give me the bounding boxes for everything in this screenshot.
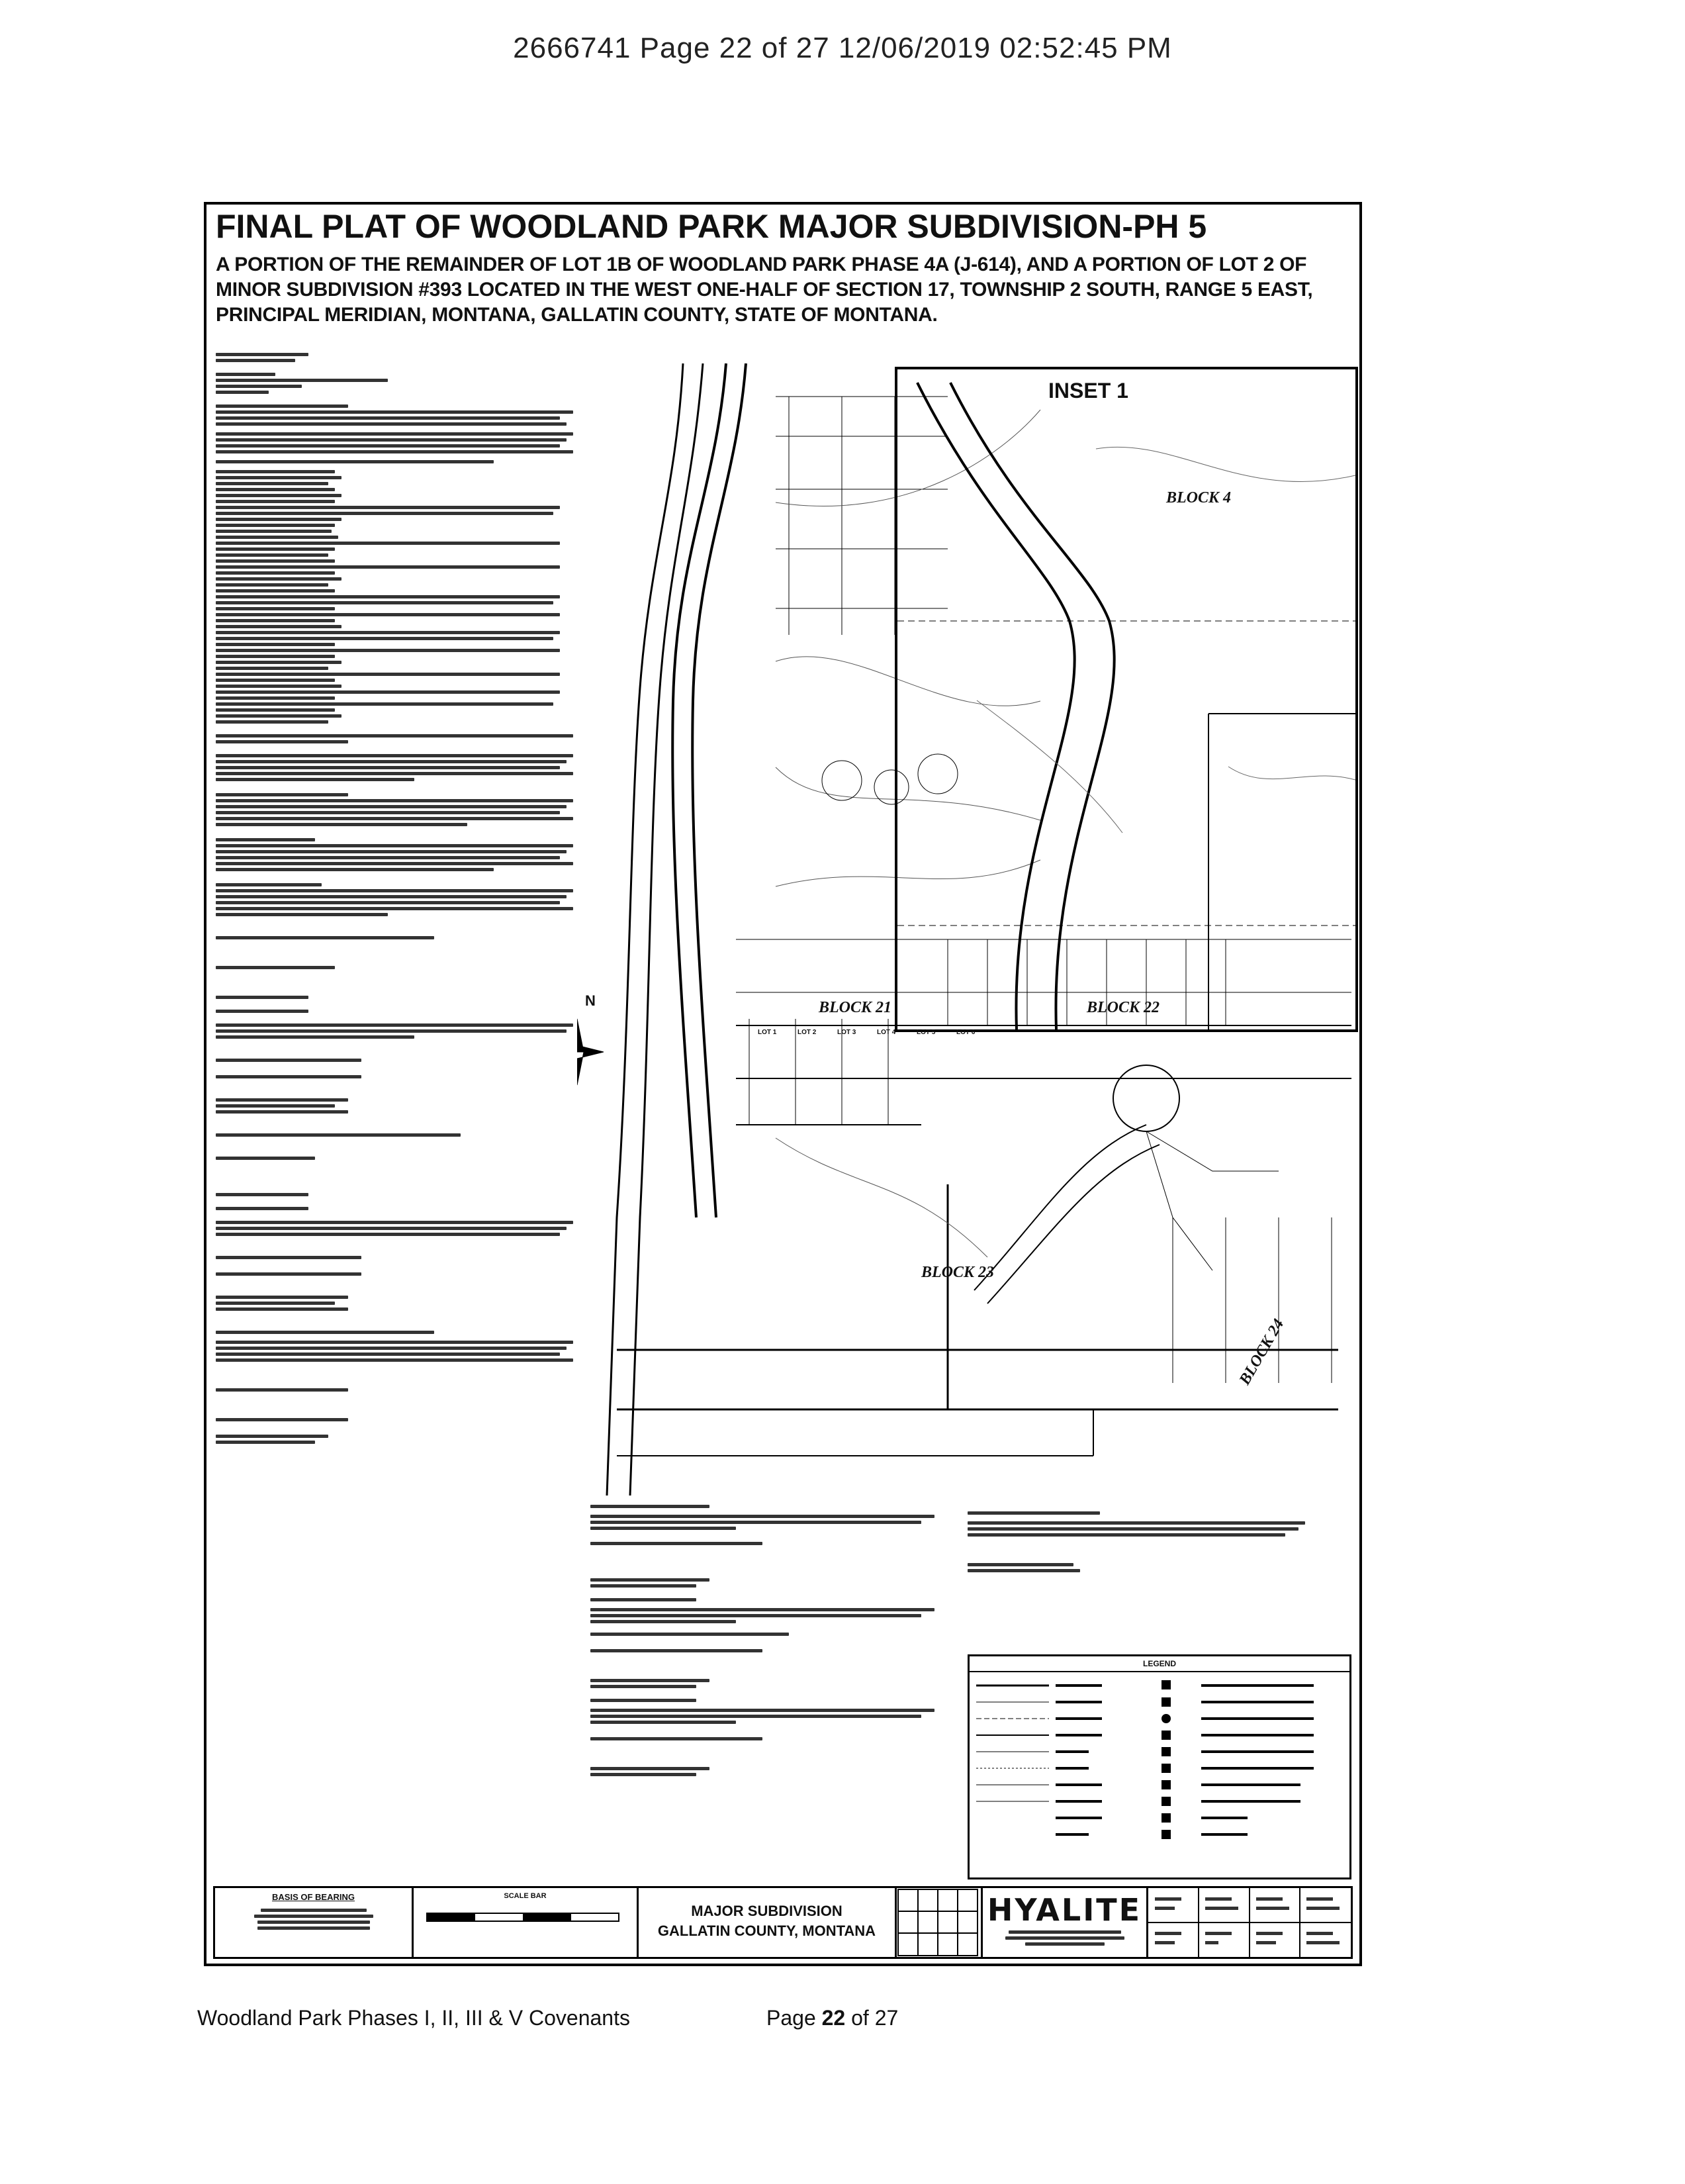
footer-left: Woodland Park Phases I, II, III & V Covenants bbox=[197, 2006, 630, 2030]
firm-cell bbox=[983, 1888, 1148, 1957]
sheet-info-cell bbox=[1148, 1888, 1351, 1957]
legend-title: LEGEND bbox=[970, 1656, 1349, 1672]
lot-2-label: LOT 2 bbox=[797, 1029, 817, 1036]
legend-symbols bbox=[970, 1672, 1349, 1871]
scale-bar-cell bbox=[414, 1888, 639, 1957]
block-21-label: BLOCK 21 bbox=[819, 999, 892, 1016]
sheet-info-grid bbox=[1148, 1888, 1351, 1957]
project-cell bbox=[639, 1888, 897, 1957]
project-line-1: MAJOR SUBDIVISION bbox=[691, 1903, 842, 1919]
block-4-label: BLOCK 4 bbox=[1166, 489, 1232, 506]
inset-1-frame bbox=[895, 367, 1358, 1032]
recording-stamp: 2666741 Page 22 of 27 12/06/2019 02:52:45 PM bbox=[513, 32, 1172, 64]
plat-title: FINAL PLAT OF WOODLAND PARK MAJOR SUBDIVISION-PH 5 bbox=[216, 208, 1207, 245]
footer-page bbox=[766, 2006, 898, 2030]
revision-cell bbox=[897, 1888, 983, 1957]
scale-bar bbox=[414, 1900, 635, 1940]
lot-3-label: LOT 3 bbox=[837, 1029, 856, 1036]
inset-1-label: INSET 1 bbox=[1048, 379, 1128, 403]
basis-of-bearing-label: BASIS OF BEARING bbox=[272, 1892, 355, 1902]
basis-of-bearing-cell bbox=[215, 1888, 414, 1957]
certificates-column bbox=[216, 350, 586, 2071]
legend bbox=[968, 1654, 1351, 1879]
footer-page-number: 22 bbox=[821, 2006, 846, 2030]
lot-1-label: LOT 1 bbox=[758, 1029, 777, 1036]
scale-bar-label: SCALE BAR bbox=[504, 1892, 547, 1900]
block-22-label: BLOCK 22 bbox=[1087, 999, 1160, 1016]
plat-subtitle: A PORTION OF THE REMAINDER OF LOT 1B OF WOODLAND PARK PHASE 4A (J-614), AND A PORTION OF LOT 2 OF MINOR SUBDIVISION #393 LOCATED IN THE WEST ONE-HALF OF SECTION 17, TOWNSHIP 2 SOUTH, RANGE 5 EAST, PRINCIPAL MERIDIAN, MONTANA, GALLATIN COUNTY, STATE OF MONTANA. bbox=[216, 254, 1313, 326]
lot-4-label: LOT 4 bbox=[877, 1029, 896, 1036]
block-23-label: BLOCK 23 bbox=[921, 1264, 995, 1281]
recorder-certificate bbox=[968, 1509, 1312, 1575]
footer-page-suffix: of 27 bbox=[845, 2006, 899, 2030]
project-line-2: GALLATIN COUNTY, MONTANA bbox=[657, 1923, 876, 1939]
title-block bbox=[213, 1886, 1353, 1959]
footer-page-prefix: Page bbox=[766, 2006, 822, 2030]
firm-logo: HYALITE bbox=[987, 1892, 1142, 1928]
north-arrow-label: N bbox=[585, 992, 596, 1009]
revision-grid bbox=[897, 1888, 979, 1957]
lot-6-label: LOT 6 bbox=[956, 1029, 976, 1036]
plat-sheet bbox=[204, 202, 1362, 1966]
lot-5-label: LOT 5 bbox=[917, 1029, 936, 1036]
block-24-label: BLOCK 24 bbox=[1236, 1316, 1288, 1388]
inset-1-map bbox=[897, 369, 1355, 1029]
